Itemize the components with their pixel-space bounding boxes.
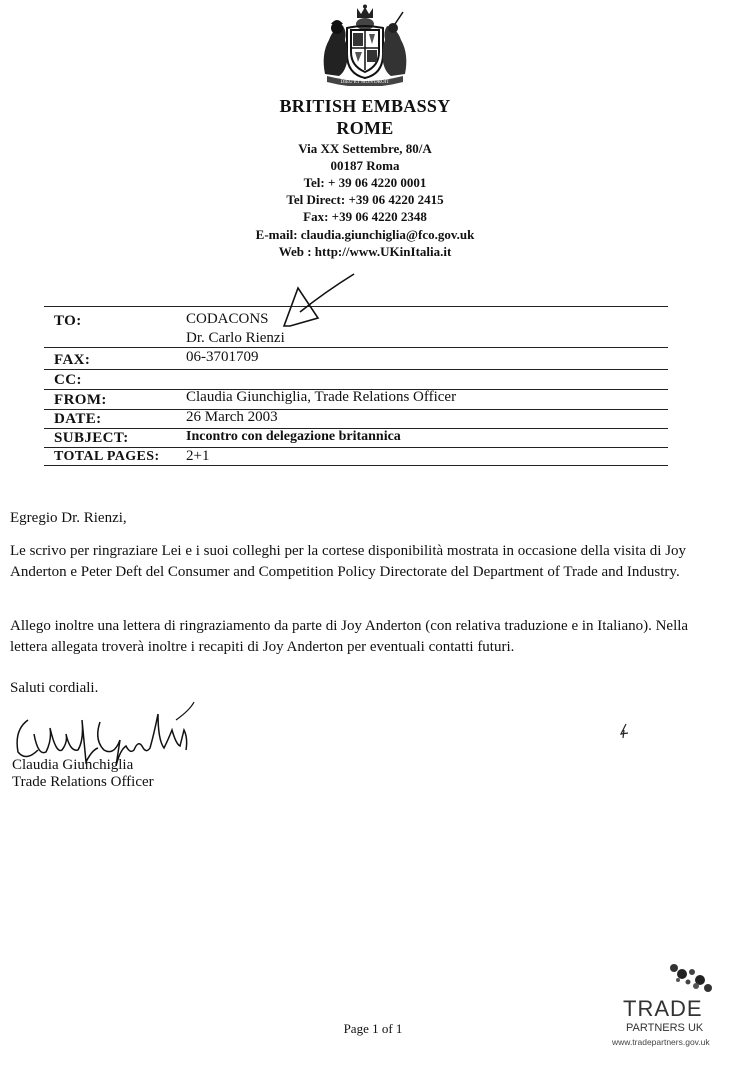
- web-line: Web : http://www.UKinItalia.it: [278, 244, 452, 259]
- signer-name: Claudia Giunchiglia: [12, 757, 134, 773]
- subject-value: Incontro con delegazione britannica: [186, 429, 401, 444]
- from-label: FROM:: [54, 392, 107, 408]
- paragraph-2: Allego inoltre una lettera di ringraziamento da parte di Joy Anderton (con relativa traduzione e in Italiano). Nella lettera allegata troverà inoltre i recapiti di Joy Anderton per eventuali contatti futuri.: [10, 618, 689, 655]
- total-pages-label: TOTAL PAGES:: [54, 449, 160, 464]
- tel-line: Tel: + 39 06 4220 0001: [303, 175, 427, 190]
- svg-text:DIEU ET MON DROIT: DIEU ET MON DROIT: [340, 80, 390, 85]
- subject-label: SUBJECT:: [54, 430, 129, 446]
- royal-coat-of-arms-crest: [317, 4, 413, 86]
- fax-label: FAX:: [54, 352, 91, 368]
- email-line: E-mail: claudia.giunchiglia@fco.gov.uk: [255, 227, 475, 242]
- to-value-line2: Dr. Carlo Rienzi: [186, 330, 285, 346]
- logo-trade-text: TRADE: [623, 996, 703, 1021]
- date-label: DATE:: [54, 411, 102, 427]
- address-line-2: 00187 Roma: [330, 158, 400, 173]
- org-name: BRITISH EMBASSY: [279, 96, 451, 116]
- to-label: TO:: [54, 313, 82, 329]
- paragraph-1: Le scrivo per ringraziare Lei e i suoi colleghi per la cortese disponibilità mostrata in occasione della visita di Joy Anderton e Peter Deft del Consumer and Competition Policy Directorate del Department of Trade and Industry.: [10, 543, 687, 580]
- closing: Saluti cordiali.: [10, 680, 99, 696]
- date-value: 26 March 2003: [186, 409, 278, 425]
- to-value: CODACONS: [186, 311, 269, 327]
- table-rule: [44, 409, 668, 410]
- stray-pen-mark: [617, 722, 631, 740]
- table-rule: [44, 465, 668, 466]
- table-rule: [44, 447, 668, 448]
- signer-title: Trade Relations Officer: [12, 774, 154, 790]
- logo-url-text: www.tradepartners.gov.uk: [612, 1037, 710, 1047]
- fax-line: Fax: +39 06 4220 2348: [303, 209, 427, 224]
- table-rule: [44, 369, 668, 370]
- cc-label: CC:: [54, 372, 82, 388]
- table-rule: [44, 347, 668, 348]
- city-name: ROME: [336, 118, 394, 138]
- handwritten-check-mark: [270, 268, 360, 332]
- page-number: Page 1 of 1: [343, 1021, 403, 1036]
- from-value: Claudia Giunchiglia, Trade Relations Officer: [186, 389, 457, 405]
- fax-value: 06-3701709: [186, 349, 259, 365]
- address-line-1: Via XX Settembre, 80/A: [298, 141, 432, 156]
- logo-partners-text: PARTNERS UK: [626, 1022, 704, 1034]
- total-pages-value: 2+1: [186, 448, 210, 464]
- greeting: Egregio Dr. Rienzi,: [10, 510, 127, 526]
- tel-direct-line: Tel Direct: +39 06 4220 2415: [286, 192, 444, 207]
